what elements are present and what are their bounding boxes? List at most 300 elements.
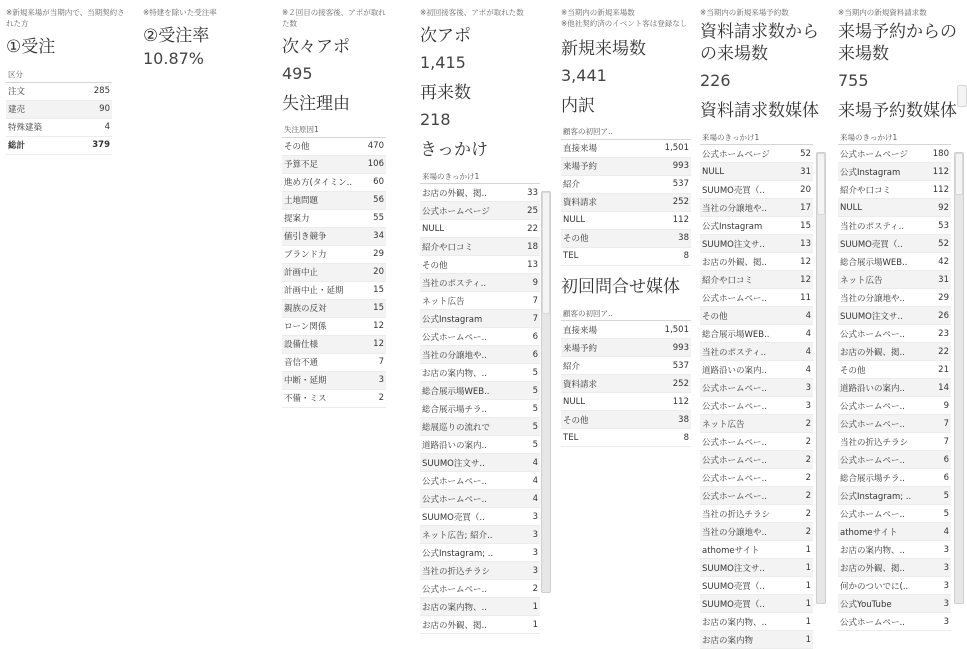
row-label: 資料請求	[561, 193, 635, 211]
table-row[interactable]	[700, 361, 813, 379]
row-label: 公式ホームペー..	[700, 487, 794, 505]
row-label: 特殊建築	[6, 118, 73, 136]
table-row[interactable]	[561, 193, 691, 211]
table-row[interactable]	[838, 361, 951, 379]
row-label: 何かのついでに(..	[838, 577, 927, 595]
row-value: 22	[520, 220, 540, 238]
table-row[interactable]	[282, 263, 386, 281]
table-row[interactable]	[561, 175, 691, 193]
next-next-appointment-note: ※２回目の接客後、アポが取れた数	[282, 8, 386, 28]
document-request-table-scrollbar[interactable]	[816, 152, 826, 604]
row-value: 15	[794, 217, 813, 235]
row-value: 13	[794, 235, 813, 253]
table-row[interactable]	[282, 281, 386, 299]
row-value: 537	[635, 357, 691, 375]
row-value: 5	[520, 382, 540, 400]
table-header[interactable]: 来場のきっかけ1	[700, 130, 813, 145]
row-value: 1,501	[635, 321, 691, 339]
row-label: 道路沿いの案内..	[420, 436, 520, 454]
revisit-value: 218	[420, 110, 451, 130]
row-label: 公式ホームペー..	[838, 397, 927, 415]
row-value: 3	[927, 577, 951, 595]
document-request-media-title: 資料請求数媒体	[700, 101, 819, 122]
table-row[interactable]	[700, 505, 813, 523]
scrollbar-thumb[interactable]	[817, 153, 825, 215]
row-value: 2	[520, 580, 540, 598]
table-row[interactable]	[420, 238, 540, 256]
row-value: 3	[794, 379, 813, 397]
table-row[interactable]	[561, 247, 691, 265]
table-row[interactable]	[838, 289, 951, 307]
table-row[interactable]	[700, 145, 813, 163]
table-row[interactable]	[561, 411, 691, 429]
table-row[interactable]	[420, 292, 540, 310]
table-row[interactable]	[282, 389, 386, 407]
row-value: 1	[794, 631, 813, 649]
row-label: その他	[420, 256, 520, 274]
table-row[interactable]	[700, 289, 813, 307]
table-row[interactable]	[282, 299, 386, 317]
row-label: 公式ホームペー..	[420, 490, 520, 508]
row-label: NULL	[561, 211, 635, 229]
row-value: 7	[520, 292, 540, 310]
row-label: 総合展示場WEB..	[420, 382, 520, 400]
column-orders	[6, 0, 132, 612]
table-row[interactable]	[700, 325, 813, 343]
row-value: 8	[635, 247, 691, 265]
orders-note: ※新規来場が当期内で、当期契約された方	[6, 8, 125, 28]
table-row[interactable]	[561, 429, 691, 447]
row-value: 3	[927, 613, 951, 631]
row-label: NULL	[561, 393, 635, 411]
table-row[interactable]	[561, 375, 691, 393]
table-row[interactable]	[838, 559, 951, 577]
table-row[interactable]	[420, 256, 540, 274]
table-row[interactable]	[6, 118, 112, 136]
breakdown-title: 内訳	[561, 95, 595, 116]
table-row[interactable]	[420, 454, 540, 472]
trigger-table	[420, 169, 540, 634]
row-label: 公式ホームページ	[700, 145, 794, 163]
row-value: 112	[635, 211, 691, 229]
row-label: 公式Instagram	[838, 163, 927, 181]
row-value: 3	[363, 371, 386, 389]
table-row[interactable]	[282, 191, 386, 209]
row-value: 2	[794, 523, 813, 541]
row-label: 当社のポスティ..	[700, 343, 794, 361]
row-value: 9	[927, 397, 951, 415]
table-row[interactable]	[420, 364, 540, 382]
row-value: 180	[927, 145, 951, 163]
row-value: 4	[520, 454, 540, 472]
table-row[interactable]	[700, 271, 813, 289]
table-row[interactable]	[561, 157, 691, 175]
table-row[interactable]	[420, 436, 540, 454]
table-row[interactable]	[561, 357, 691, 375]
row-label: 当社の分譲地や..	[700, 199, 794, 217]
table-row[interactable]	[420, 346, 540, 364]
row-label: その他	[282, 137, 363, 155]
table-row[interactable]	[838, 595, 951, 613]
document-request-media-table	[700, 130, 813, 649]
row-value: 252	[635, 193, 691, 211]
table-row[interactable]	[838, 613, 951, 631]
row-value: 14	[927, 379, 951, 397]
row-label: ブランド力	[282, 245, 363, 263]
table-row[interactable]	[700, 541, 813, 559]
row-label: 公式ホームペー..	[420, 328, 520, 346]
orders-title: ①受注	[6, 36, 56, 57]
row-value: 38	[635, 411, 691, 429]
table-row[interactable]	[838, 163, 951, 181]
row-label: ネット広告	[700, 415, 794, 433]
row-label: SUUMO売買（..	[838, 235, 927, 253]
table-row[interactable]	[838, 577, 951, 595]
row-value: 23	[927, 325, 951, 343]
table-row[interactable]	[700, 379, 813, 397]
table-row[interactable]	[838, 145, 951, 163]
table-row[interactable]	[420, 544, 540, 562]
row-label: 公式Instagram	[420, 310, 520, 328]
table-row[interactable]	[282, 173, 386, 191]
first-inquiry-media-title: 初回問合せ媒体	[561, 276, 680, 297]
table-row[interactable]	[838, 433, 951, 451]
row-label: 公式ホームペー..	[700, 469, 794, 487]
row-label: 当社の折込チラシ	[838, 433, 927, 451]
table-row[interactable]	[700, 253, 813, 271]
table-row[interactable]	[700, 235, 813, 253]
row-label: お店の外観、掲..	[420, 184, 520, 202]
total-label: 総計	[6, 136, 73, 154]
row-value: 31	[794, 163, 813, 181]
row-value: 537	[635, 175, 691, 193]
row-label: 公式ホームペー..	[700, 451, 794, 469]
row-label: 公式ホームペー..	[838, 325, 927, 343]
revisit-title: 再来数	[420, 82, 471, 103]
table-row[interactable]	[561, 229, 691, 247]
table-row[interactable]	[700, 181, 813, 199]
row-value: 2	[794, 433, 813, 451]
row-value: 5	[520, 436, 540, 454]
row-value: 252	[635, 375, 691, 393]
table-row[interactable]	[700, 451, 813, 469]
row-label: 提案力	[282, 209, 363, 227]
row-label: お店の案内物、..	[838, 541, 927, 559]
first-inquiry-media-table	[561, 306, 691, 447]
table-row[interactable]	[700, 217, 813, 235]
row-label: 道路沿いの案内..	[700, 361, 794, 379]
table-header[interactable]: 顧客の初回ア..	[561, 306, 691, 321]
row-value: 12	[794, 253, 813, 271]
row-value: 285	[73, 82, 112, 100]
table-row[interactable]	[700, 343, 813, 361]
table-row[interactable]	[838, 325, 951, 343]
next-appointment-value: 1,415	[420, 52, 466, 72]
table-row[interactable]	[838, 487, 951, 505]
row-label: 当社の分譲地や..	[700, 523, 794, 541]
document-request-visits-value: 226	[700, 71, 731, 91]
row-label: 紹介	[561, 357, 635, 375]
row-label: 総合展示場WEB..	[838, 253, 927, 271]
table-row[interactable]	[282, 371, 386, 389]
row-value: 22	[927, 343, 951, 361]
row-label: 公式ホームペー..	[700, 289, 794, 307]
row-label: ネット広告	[420, 292, 520, 310]
table-row[interactable]	[838, 397, 951, 415]
table-header[interactable]: 来場のきっかけ1	[838, 130, 951, 145]
table-row[interactable]	[838, 253, 951, 271]
row-value: 5	[520, 364, 540, 382]
table-row[interactable]	[561, 139, 691, 157]
row-value: 34	[363, 227, 386, 245]
row-value: 33	[520, 184, 540, 202]
table-row[interactable]	[282, 317, 386, 335]
row-value: 2	[794, 451, 813, 469]
table-row[interactable]	[561, 321, 691, 339]
row-label: 公式ホームページ	[420, 202, 520, 220]
row-value: 1	[520, 616, 540, 634]
table-row[interactable]	[700, 595, 813, 613]
row-label: 紹介	[561, 175, 635, 193]
table-row[interactable]	[838, 415, 951, 433]
table-row-total[interactable]	[6, 136, 112, 154]
table-row[interactable]	[700, 487, 813, 505]
next-appointment-note: ※初回接客後、アポが取れた数	[420, 8, 524, 17]
column-next-next-appointment	[282, 0, 386, 612]
row-value: 31	[927, 271, 951, 289]
row-value: 1,501	[635, 139, 691, 157]
table-row[interactable]	[700, 397, 813, 415]
row-value: 7	[927, 415, 951, 433]
row-label: TEL	[561, 429, 635, 447]
row-label: 音信不通	[282, 353, 363, 371]
row-label: お店の外観、掲..	[700, 253, 794, 271]
table-row[interactable]	[420, 400, 540, 418]
row-value: 112	[927, 181, 951, 199]
table-row[interactable]	[420, 274, 540, 292]
row-value: 20	[794, 181, 813, 199]
row-label: お店の外観、掲..	[838, 559, 927, 577]
row-value: 90	[73, 100, 112, 118]
scrollbar-thumb[interactable]	[542, 192, 550, 314]
trigger-title: きっかけ	[420, 140, 488, 161]
row-value: 4	[794, 361, 813, 379]
table-row[interactable]	[700, 199, 813, 217]
row-value: 25	[520, 202, 540, 220]
table-row[interactable]	[700, 523, 813, 541]
row-label: SUUMO注文サ..	[700, 559, 794, 577]
row-value: 106	[363, 155, 386, 173]
table-row[interactable]	[700, 415, 813, 433]
table-row[interactable]	[700, 469, 813, 487]
row-value: 470	[363, 137, 386, 155]
table-row[interactable]	[420, 310, 540, 328]
value-field-edge[interactable]	[957, 85, 967, 107]
row-label: 公式Instagram; ..	[838, 487, 927, 505]
table-row[interactable]	[420, 508, 540, 526]
row-label: SUUMO売買（..	[700, 595, 794, 613]
row-value: 1	[520, 598, 540, 616]
row-value: 12	[794, 271, 813, 289]
row-label: 公式YouTube	[838, 595, 927, 613]
table-row[interactable]	[838, 379, 951, 397]
row-label: 公式ホームペー..	[838, 505, 927, 523]
table-row[interactable]	[838, 451, 951, 469]
row-label: 進め方(タイミン..	[282, 173, 363, 191]
row-value: 92	[927, 199, 951, 217]
row-label: 公式ホームペー..	[700, 433, 794, 451]
row-label: 予算不足	[282, 155, 363, 173]
table-row[interactable]	[282, 245, 386, 263]
table-row[interactable]	[420, 382, 540, 400]
visit-reservation-table-scrollbar[interactable]	[954, 152, 964, 604]
table-row[interactable]	[838, 523, 951, 541]
table-row[interactable]	[838, 235, 951, 253]
scrollbar-thumb[interactable]	[955, 153, 963, 195]
row-label: 総合展示場チラ..	[420, 400, 520, 418]
table-row[interactable]	[561, 393, 691, 411]
row-value: 7	[363, 353, 386, 371]
table-row[interactable]	[282, 137, 386, 155]
document-request-visits-note: ※当期内の新規来場予約数	[700, 8, 789, 17]
row-label: ネット広告; 紹介..	[420, 526, 520, 544]
row-label: SUUMO注文サ..	[420, 454, 520, 472]
row-label: 当社の折込チラシ	[700, 505, 794, 523]
table-row[interactable]	[838, 181, 951, 199]
row-label: athomeサイト	[700, 541, 794, 559]
table-row[interactable]	[420, 220, 540, 238]
row-value: 56	[363, 191, 386, 209]
row-value: 6	[927, 451, 951, 469]
table-row[interactable]	[420, 580, 540, 598]
row-value: 13	[520, 256, 540, 274]
table-row[interactable]	[420, 598, 540, 616]
table-row[interactable]	[838, 343, 951, 361]
row-value: 4	[73, 118, 112, 136]
table-row[interactable]	[838, 505, 951, 523]
row-value: 6	[520, 328, 540, 346]
row-value: 1	[794, 595, 813, 613]
row-value: 2	[794, 469, 813, 487]
table-row[interactable]	[6, 100, 112, 118]
table-row[interactable]	[700, 433, 813, 451]
row-label: SUUMO注文サ..	[700, 235, 794, 253]
table-row[interactable]	[561, 211, 691, 229]
row-value: 26	[927, 307, 951, 325]
row-value: 3	[927, 559, 951, 577]
table-row[interactable]	[561, 339, 691, 357]
row-value: 12	[363, 317, 386, 335]
table-header[interactable]: 失注原因1	[282, 123, 386, 138]
table-row[interactable]	[838, 541, 951, 559]
row-label: NULL	[420, 220, 520, 238]
row-label: 道路沿いの案内..	[838, 379, 927, 397]
visit-reservation-visits-note: ※当期内の新規資料請求数	[838, 8, 927, 17]
row-label: ネット広告	[838, 271, 927, 289]
row-value: 2	[794, 505, 813, 523]
row-value: 11	[794, 289, 813, 307]
row-value: 55	[363, 209, 386, 227]
table-row[interactable]	[420, 184, 540, 202]
row-value: 15	[363, 299, 386, 317]
row-value: 6	[520, 346, 540, 364]
row-value: 52	[927, 235, 951, 253]
table-row[interactable]	[420, 562, 540, 580]
table-row[interactable]	[282, 335, 386, 353]
row-value: 38	[635, 229, 691, 247]
row-value: 2	[363, 389, 386, 407]
table-row[interactable]	[700, 559, 813, 577]
row-label: 公式ホームペー..	[420, 580, 520, 598]
row-value: 21	[927, 361, 951, 379]
table-row[interactable]	[838, 271, 951, 289]
table-row[interactable]	[700, 577, 813, 595]
row-value: 3	[520, 508, 540, 526]
row-value: 5	[520, 418, 540, 436]
table-row[interactable]	[420, 472, 540, 490]
row-value: 1	[794, 559, 813, 577]
row-label: お店の案内物、..	[700, 613, 794, 631]
table-header[interactable]: 区分	[6, 68, 112, 83]
row-label: TEL	[561, 247, 635, 265]
table-row[interactable]	[282, 353, 386, 371]
row-label: NULL	[700, 163, 794, 181]
visit-reservation-media-title: 来場予約数媒体	[838, 101, 957, 122]
table-row[interactable]	[6, 82, 112, 100]
row-value: 29	[363, 245, 386, 263]
new-visits-note: ※当期内の新規来場数 ※他社契約済のイベント客は登録なし	[561, 8, 688, 28]
row-value: 9	[520, 274, 540, 292]
table-row[interactable]	[282, 209, 386, 227]
row-value: 3	[520, 526, 540, 544]
row-value: 993	[635, 339, 691, 357]
row-label: 当社の分譲地や..	[420, 346, 520, 364]
table-row[interactable]	[700, 631, 813, 649]
row-label: 計画中止・延期	[282, 281, 363, 299]
table-header[interactable]: 顧客の初回ア..	[561, 125, 691, 140]
total-value: 379	[73, 136, 112, 154]
table-row[interactable]	[838, 469, 951, 487]
row-label: 建売	[6, 100, 73, 118]
table-row[interactable]	[420, 202, 540, 220]
row-label: athomeサイト	[838, 523, 927, 541]
table-row[interactable]	[420, 490, 540, 508]
trigger-table-scrollbar[interactable]	[541, 191, 551, 593]
table-row[interactable]	[282, 227, 386, 245]
table-row[interactable]	[838, 199, 951, 217]
table-row[interactable]	[700, 307, 813, 325]
table-row[interactable]	[700, 613, 813, 631]
row-value: 53	[927, 217, 951, 235]
row-label: 公式ホームペー..	[838, 613, 927, 631]
row-value: 18	[520, 238, 540, 256]
table-row[interactable]	[420, 616, 540, 634]
orders-table	[6, 68, 112, 155]
row-value: 6	[927, 469, 951, 487]
table-row[interactable]	[700, 163, 813, 181]
row-value: 1	[794, 541, 813, 559]
table-row[interactable]	[420, 328, 540, 346]
row-label: お店の外観、掲..	[838, 343, 927, 361]
row-label: 総合展示場チラ..	[838, 469, 927, 487]
row-label: お店の案内物、..	[420, 364, 520, 382]
table-header[interactable]: 来場のきっかけ1	[420, 169, 540, 184]
table-row[interactable]	[420, 526, 540, 544]
table-row[interactable]	[282, 155, 386, 173]
table-row[interactable]	[838, 307, 951, 325]
table-row[interactable]	[420, 418, 540, 436]
table-row[interactable]	[838, 217, 951, 235]
